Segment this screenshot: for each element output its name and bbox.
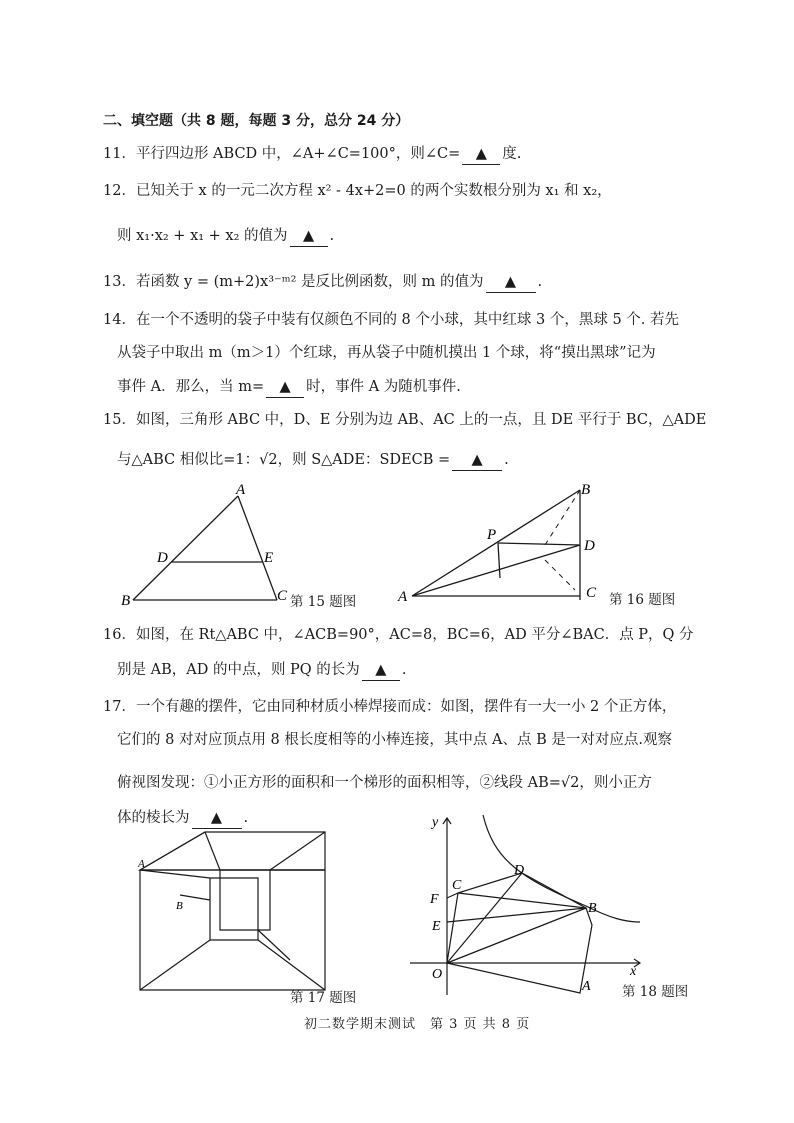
question-text: 一个有趣的摆件，它由同种材质小棒焊接而成：如图，摆件有一大一小 2 个正方体， <box>135 699 677 715</box>
dashed-bd <box>545 490 580 545</box>
label-c: C <box>452 878 462 893</box>
outer-square <box>140 870 325 990</box>
question-text: 别是 AB，AD 的中点，则 PQ 的长为 <box>117 662 360 678</box>
hyperbola <box>483 815 640 922</box>
question-17-line3: 俯视图发现：①小正方形的面积和一个梯形的面积相等，②线段 AB=√2，则小正方 <box>117 775 652 791</box>
question-text-end: . <box>537 274 543 290</box>
answer-blank: ▲ <box>192 808 242 829</box>
segment-ea <box>447 908 586 922</box>
segment-pq <box>498 543 500 578</box>
question-14-line3 <box>117 377 461 398</box>
side-ab <box>133 496 238 600</box>
label-b: B <box>121 593 131 609</box>
connector-1 <box>140 870 210 878</box>
outer-square-back <box>140 832 325 870</box>
answer-blank: ▲ <box>452 450 502 471</box>
inner-square <box>210 878 258 940</box>
label-f: F <box>430 892 439 907</box>
answer-blank: ▲ <box>362 660 400 681</box>
question-text: 体的棱长为 <box>117 810 190 826</box>
label-d: D <box>584 538 595 554</box>
label-d: D <box>157 550 168 566</box>
question-number: 17． <box>103 699 136 715</box>
question-text: 事件 A．那么，当 m= <box>117 379 265 395</box>
answer-blank: ▲ <box>486 272 536 293</box>
question-text: 如图，三角形 ABC 中，D、E 分别为边 AB、AC 上的一点，且 DE 平行于 BC，△ADE <box>135 412 707 428</box>
question-14-line2: 从袋子中取出 m（m＞1）个红球，再从袋子中随机摸出 1 个球，将“摸出黑球”记为 <box>117 345 656 361</box>
question-number: 16． <box>103 627 136 643</box>
question-text: 平行四边形 ABCD 中，∠A+∠C=100°，则∠C= <box>135 146 461 162</box>
question-text: 与△ABC 相似比=1：√2，则 S△ADE：SDECB = <box>117 452 451 468</box>
question-number: 13． <box>103 274 136 290</box>
dashed-dc <box>545 560 575 590</box>
question-text-end: . <box>401 662 407 678</box>
answer-blank: ▲ <box>462 144 500 165</box>
label-e: E <box>432 919 441 934</box>
question-11 <box>103 144 521 165</box>
question-number: 11． <box>103 146 136 162</box>
segment-cb <box>458 893 586 908</box>
question-14 <box>103 310 679 330</box>
outer-edge <box>140 832 205 870</box>
question-17-line4 <box>117 808 248 829</box>
section-title: 二、填空题（共 8 题，每题 3 分，总分 24 分） <box>103 113 410 129</box>
question-number: 15． <box>103 412 136 428</box>
connector-4 <box>258 940 325 990</box>
question-number: 14． <box>103 312 136 328</box>
question-text: 已知关于 x 的一元二次方程 x² - 4x+2=0 的两个实数根分别为 x₁ 和 x₂， <box>135 183 612 199</box>
question-12 <box>103 181 612 201</box>
answer-blank: ▲ <box>290 226 328 247</box>
side-ac <box>238 496 277 600</box>
question-text: 若函数 y = (m+2)x³⁻ᵐ² 是反比例函数，则 m 的值为 <box>135 274 484 290</box>
label-a: A <box>138 858 145 870</box>
segment-ba <box>447 908 592 993</box>
segment-od <box>447 873 522 963</box>
bisector-ad <box>412 545 580 596</box>
label-c: C <box>277 588 288 604</box>
label-d: D <box>514 863 525 878</box>
page-footer: 初二数学期末测试 第 3 页 共 8 页 <box>304 1017 531 1032</box>
question-text-end: . <box>243 810 249 826</box>
y-arrow <box>443 818 451 824</box>
figure-15-caption: 第 15 题图 <box>290 594 357 610</box>
question-text-end: 时，事件 A 为随机事件. <box>306 379 461 395</box>
inner-square-back <box>220 870 270 930</box>
question-number: 12． <box>103 183 136 199</box>
label-a: A <box>582 979 591 994</box>
label-o: O <box>432 967 443 982</box>
quad-ocdb <box>447 873 586 963</box>
question-text-end: . <box>504 452 509 468</box>
label-b: B <box>581 482 591 498</box>
connector-5 <box>205 832 220 870</box>
side-ab <box>412 490 580 596</box>
question-text-end: 度. <box>502 146 522 162</box>
connector-8 <box>258 930 290 960</box>
question-15 <box>103 410 706 430</box>
connector-6 <box>270 832 325 870</box>
connector-3 <box>140 940 210 990</box>
question-text-end: . <box>329 228 335 244</box>
label-x: x <box>630 964 637 979</box>
x-arrow <box>634 959 640 967</box>
label-a: A <box>236 482 246 498</box>
question-text: 在一个不透明的袋子中装有仅颜色不同的 8 个小球，其中红球 3 个，黑球 5 个. 若先 <box>135 312 679 328</box>
figure-16-caption: 第 16 题图 <box>609 592 676 608</box>
question-16 <box>103 625 694 645</box>
question-15-line2 <box>117 450 509 471</box>
label-c: C <box>586 585 597 601</box>
question-17-line2: 它们的 8 对对应顶点用 8 根长度相等的小棒连接，其中点 A、点 B 是一对对应点.观察 <box>117 732 672 748</box>
label-e: E <box>264 550 274 566</box>
label-a: A <box>398 589 408 605</box>
question-13 <box>103 272 542 293</box>
answer-blank: ▲ <box>266 377 304 398</box>
label-b: B <box>176 900 183 912</box>
question-17 <box>103 697 676 717</box>
question-text: 如图，在 Rt△ABC 中，∠ACB=90°，AC=8，BC=6，AD 平分∠BAC．点 P，Q 分 <box>135 627 694 643</box>
connector-7 <box>180 895 210 900</box>
question-16-line2 <box>117 660 406 681</box>
segment-ob <box>447 908 586 963</box>
label-p: P <box>487 527 497 543</box>
question-12-line2 <box>117 226 334 247</box>
label-b: B <box>588 901 597 916</box>
segment-pd <box>498 543 580 545</box>
figure-17-caption: 第 17 题图 <box>290 990 357 1006</box>
question-text: 则 x₁·x₂ + x₁ + x₂ 的值为 <box>117 228 288 244</box>
figure-18-caption: 第 18 题图 <box>622 984 689 1000</box>
label-y: y <box>432 815 439 830</box>
segment-fc <box>447 893 458 898</box>
